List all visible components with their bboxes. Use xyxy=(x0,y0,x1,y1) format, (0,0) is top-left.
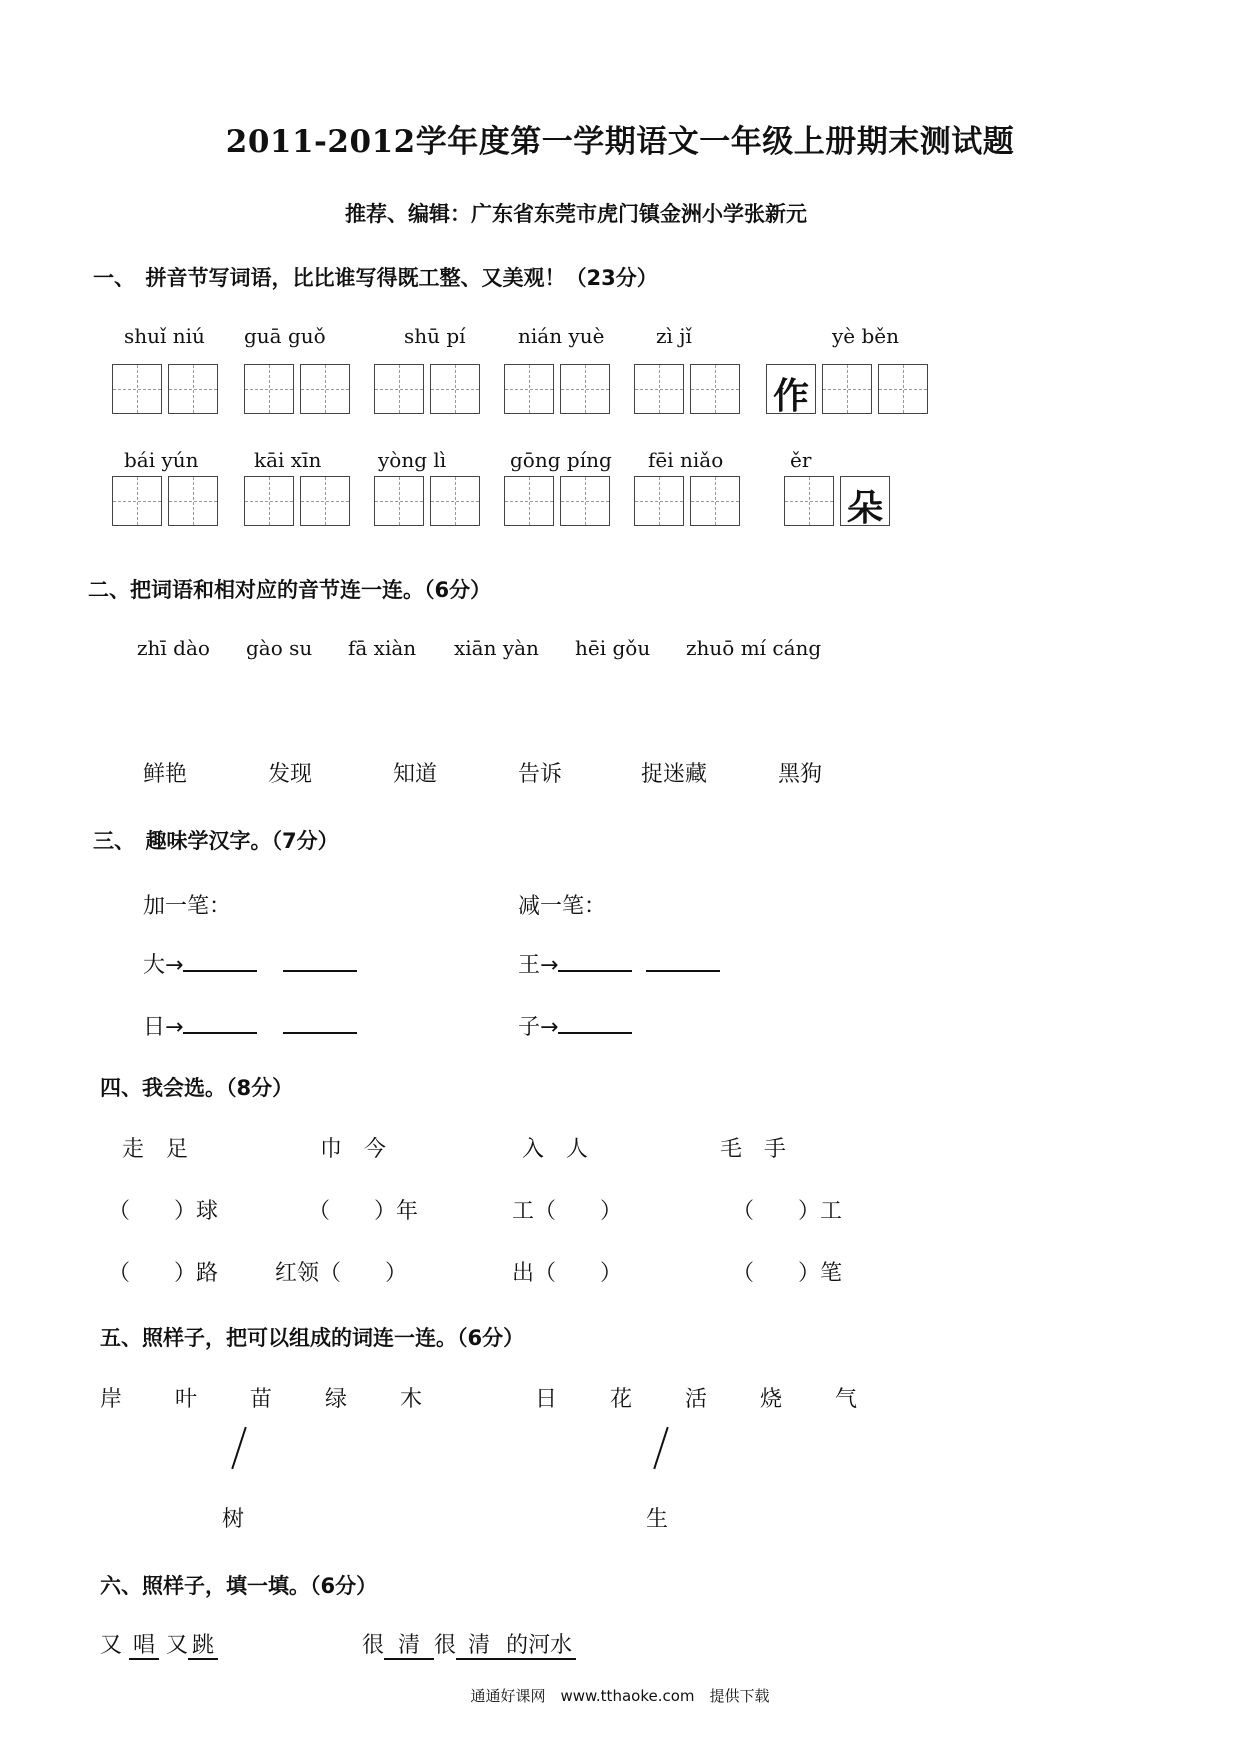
add-stroke-item-2: 日→ xyxy=(143,1010,357,1041)
example-line-left xyxy=(231,1427,246,1469)
remove-stroke-item-2: 子→ xyxy=(518,1010,632,1041)
writing-grid-box xyxy=(690,476,740,526)
writing-grid-box xyxy=(504,476,554,526)
section-5-heading: 五、照样子，把可以组成的词连一连。（6分） xyxy=(100,1326,525,1350)
pinyin-item: zhī dào xyxy=(137,636,210,660)
writing-grid-box xyxy=(112,476,162,526)
given-char: 作 xyxy=(772,376,809,417)
given-char: 朵 xyxy=(846,488,883,529)
writing-grid-box xyxy=(504,364,554,414)
word-item: 捉迷藏 xyxy=(641,762,708,787)
writing-grid-box xyxy=(244,476,294,526)
left-target-char: 树 xyxy=(222,1507,245,1532)
writing-grid-box xyxy=(560,476,610,526)
writing-grid-box xyxy=(300,476,350,526)
pinyin-label: gōng píng xyxy=(510,448,612,472)
writing-grid-box xyxy=(244,364,294,414)
fill-blank-item: 工（ ） xyxy=(512,1199,623,1224)
left-char: 木 xyxy=(400,1387,423,1412)
fill-blank-item: （ ）笔 xyxy=(732,1261,843,1286)
pinyin-label: shū pí xyxy=(404,324,466,348)
writing-grid-box xyxy=(878,364,928,414)
word-item: 发现 xyxy=(268,762,313,787)
section-2-heading: 二、把词语和相对应的音节连一连。（6分） xyxy=(88,578,492,602)
remove-stroke-item-1: 王→ xyxy=(518,948,720,979)
writing-grid-box xyxy=(690,364,740,414)
writing-grid-box xyxy=(168,476,218,526)
left-char: 苗 xyxy=(250,1387,273,1412)
given-char-box xyxy=(840,476,890,529)
right-char: 日 xyxy=(535,1387,558,1412)
pinyin-label: nián yuè xyxy=(518,324,605,348)
writing-grid-box xyxy=(374,476,424,526)
footer-credit: 通通好课网 www.tthaoke.com 提供下载 xyxy=(470,1687,770,1705)
left-char: 绿 xyxy=(325,1387,348,1412)
pinyin-label: fēi niǎo xyxy=(648,448,724,472)
pinyin-label: yè běn xyxy=(832,324,900,348)
pinyin-label: shuǐ niú xyxy=(124,324,205,348)
writing-grid-box xyxy=(560,364,610,414)
writing-grid-box xyxy=(168,364,218,414)
pinyin-label: bái yún xyxy=(124,448,199,472)
writing-grid-box xyxy=(374,364,424,414)
remove-stroke-label: 减一笔： xyxy=(518,894,607,919)
given-char-box xyxy=(766,364,816,417)
left-char: 岸 xyxy=(100,1387,123,1412)
char-pair: 入 人 xyxy=(522,1137,589,1162)
right-char: 花 xyxy=(610,1387,633,1412)
pinyin-item: zhuō mí cáng xyxy=(686,636,822,660)
section-1-heading: 一、 拼音节写词语，比比谁写得既工整、又美观！（23分） xyxy=(93,266,658,290)
pinyin-label: zì jǐ xyxy=(656,324,692,348)
writing-grid-box xyxy=(430,364,480,414)
fill-blank-item: （ ）工 xyxy=(732,1199,843,1224)
writing-grid-box xyxy=(784,476,834,526)
pinyin-label: guā guǒ xyxy=(244,324,326,348)
pinyin-item: hēi gǒu xyxy=(575,636,651,660)
writing-grid-box xyxy=(112,364,162,414)
fill-blank-item: （ ）年 xyxy=(308,1199,419,1224)
writing-grid-box xyxy=(634,476,684,526)
add-stroke-item-1: 大→ xyxy=(143,948,357,979)
char-pair: 毛 手 xyxy=(720,1137,787,1162)
word-item: 知道 xyxy=(393,762,438,787)
pinyin-label: yòng lì xyxy=(378,448,447,472)
example-line-right xyxy=(653,1427,668,1469)
fill-blank-item: 出（ ） xyxy=(512,1261,623,1286)
writing-grid-box xyxy=(634,364,684,414)
right-char: 活 xyxy=(685,1387,708,1412)
fill-blank-item: （ ）路 xyxy=(108,1261,219,1286)
example-phrase-1: 又 唱 又 跳 xyxy=(100,1628,218,1659)
section-6-heading: 六、照样子，填一填。（6分） xyxy=(100,1574,378,1598)
section-4-heading: 四、我会选。（8分） xyxy=(100,1076,294,1100)
pinyin-label: ěr xyxy=(790,448,812,472)
fill-blank-item: （ ）球 xyxy=(108,1199,219,1224)
writing-grid-box xyxy=(822,364,872,414)
section-3-heading: 三、 趣味学汉字。（7分） xyxy=(93,829,339,853)
writing-grid-box xyxy=(430,476,480,526)
right-char: 烧 xyxy=(760,1387,783,1412)
word-item: 鲜艳 xyxy=(143,762,188,787)
word-item: 告诉 xyxy=(518,762,563,787)
fill-blank-item: 红领（ ） xyxy=(275,1261,408,1286)
right-char: 气 xyxy=(835,1387,858,1412)
pinyin-item: gào su xyxy=(246,636,313,660)
pinyin-label: kāi xīn xyxy=(254,448,322,472)
writing-grid-box xyxy=(300,364,350,414)
page-title: 2011-2012学年度第一学期语文一年级上册期末测试题 xyxy=(225,124,1015,160)
pinyin-item: fā xiàn xyxy=(348,636,417,660)
char-pair: 走 足 xyxy=(122,1137,189,1162)
editor-credit: 推荐、编辑：广东省东莞市虎门镇金洲小学张新元 xyxy=(345,202,807,226)
char-pair: 巾 今 xyxy=(320,1137,387,1162)
left-char: 叶 xyxy=(175,1387,198,1412)
example-phrase-2: 很 清 很 清 的河水 xyxy=(362,1628,576,1659)
word-item: 黑狗 xyxy=(778,762,823,787)
add-stroke-label: 加一笔： xyxy=(143,894,232,919)
pinyin-item: xiān yàn xyxy=(454,636,539,660)
right-target-char: 生 xyxy=(646,1507,669,1532)
